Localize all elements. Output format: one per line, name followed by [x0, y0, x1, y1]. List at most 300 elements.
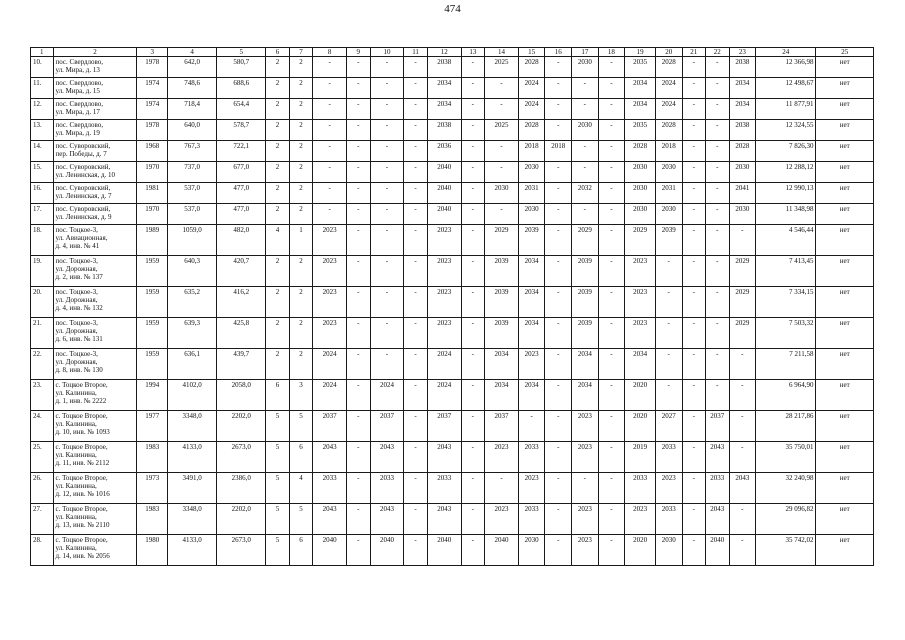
data-cell-col-19: 2034	[625, 349, 656, 380]
data-cell-col-12: 2023	[427, 256, 461, 287]
data-cell-col-5: 477,0	[217, 183, 266, 204]
data-cell-col-12: 2038	[427, 57, 461, 78]
data-cell-col-14: 2030	[485, 183, 519, 204]
data-cell-col-10: -	[370, 99, 404, 120]
data-cell-col-10: 2043	[370, 504, 404, 535]
data-cell-col-17: -	[572, 162, 599, 183]
data-cell-col-5: 425,8	[217, 318, 266, 349]
data-cell-col-3: 1974	[137, 78, 168, 99]
data-cell-col-13: -	[461, 318, 485, 349]
data-cell-col-20: 2039	[655, 225, 682, 256]
data-cell-col-25: нет	[816, 78, 874, 99]
data-cell-col-24: 4 546,44	[756, 225, 816, 256]
data-cell-col-5: 688,6	[217, 78, 266, 99]
data-cell-col-16: -	[545, 57, 572, 78]
row-number-cell: 14.	[31, 141, 54, 162]
data-cell-col-25: нет	[816, 183, 874, 204]
data-cell-col-24: 11 877,91	[756, 99, 816, 120]
data-cell-col-20: 2033	[655, 442, 682, 473]
data-cell-col-12: 2023	[427, 287, 461, 318]
address-line: пос. Свердлово,	[55, 79, 104, 87]
data-cell-col-7: 2	[289, 287, 313, 318]
data-cell-col-20: 2028	[655, 57, 682, 78]
data-cell-col-22: -	[706, 183, 730, 204]
table-row	[31, 256, 874, 287]
data-cell-col-16: -	[545, 287, 572, 318]
data-cell-col-8: 2024	[313, 380, 347, 411]
row-number-cell: 17.	[31, 204, 54, 225]
data-cell-col-6: 2	[266, 183, 290, 204]
data-cell-col-9: -	[347, 162, 371, 183]
data-cell-col-23: -	[729, 225, 756, 256]
data-cell-col-16: -	[545, 162, 572, 183]
data-cell-col-12: 2043	[427, 442, 461, 473]
data-cell-col-5: 2058,0	[217, 380, 266, 411]
data-cell-col-8: -	[313, 78, 347, 99]
data-cell-col-11: -	[404, 162, 428, 183]
data-cell-col-14: 2029	[485, 225, 519, 256]
address-line: ул. Калинина,	[55, 420, 97, 428]
table-row	[31, 120, 874, 141]
data-cell-col-6: 5	[266, 411, 290, 442]
data-cell-col-16: -	[545, 78, 572, 99]
data-cell-col-10: 2037	[370, 411, 404, 442]
data-cell-col-14: 2034	[485, 380, 519, 411]
data-cell-col-23: -	[729, 380, 756, 411]
data-cell-col-13: -	[461, 183, 485, 204]
column-number-cell: 1	[31, 48, 54, 57]
row-number-cell: 22.	[31, 349, 54, 380]
column-number-cell: 24	[756, 48, 816, 57]
data-cell-col-5: 416,2	[217, 287, 266, 318]
data-cell-col-3: 1968	[137, 141, 168, 162]
data-cell-col-6: 2	[266, 318, 290, 349]
data-cell-col-3: 1978	[137, 120, 168, 141]
table-row	[31, 57, 874, 78]
row-number-cell: 15.	[31, 162, 54, 183]
data-cell-col-18: -	[598, 57, 625, 78]
data-cell-col-12: 2037	[427, 411, 461, 442]
data-cell-col-5: 2673,0	[217, 442, 266, 473]
table-row	[31, 99, 874, 120]
data-cell-col-21: -	[682, 141, 706, 162]
column-number-cell: 13	[461, 48, 485, 57]
data-cell-col-7: 5	[289, 504, 313, 535]
data-cell-col-18: -	[598, 256, 625, 287]
address-line: д. 4, инв. № 41	[55, 242, 100, 250]
column-number-cell: 17	[572, 48, 599, 57]
column-number-cell: 15	[518, 48, 545, 57]
data-cell-col-3: 1959	[137, 349, 168, 380]
address-line: с. Тоцкое Второе,	[55, 536, 108, 544]
data-cell-col-11: -	[404, 411, 428, 442]
data-cell-col-7: 6	[289, 535, 313, 566]
data-cell-col-9: -	[347, 535, 371, 566]
address-line: с. Тоцкое Второе,	[55, 474, 108, 482]
data-cell-col-11: -	[404, 442, 428, 473]
data-cell-col-6: 5	[266, 473, 290, 504]
data-cell-col-10: -	[370, 78, 404, 99]
address-line: д. 13, инв. № 2110	[55, 521, 110, 529]
data-cell-col-19: 2035	[625, 120, 656, 141]
data-cell-col-4: 635,2	[168, 287, 217, 318]
address-cell	[53, 162, 137, 183]
data-cell-col-25: нет	[816, 162, 874, 183]
data-cell-col-21: -	[682, 287, 706, 318]
data-cell-col-8: 2023	[313, 225, 347, 256]
data-cell-col-14: 2023	[485, 442, 519, 473]
data-cell-col-20: 2031	[655, 183, 682, 204]
row-number-cell: 19.	[31, 256, 54, 287]
data-cell-col-11: -	[404, 535, 428, 566]
data-cell-col-8: -	[313, 162, 347, 183]
address-cell	[53, 411, 137, 442]
data-cell-col-19: 2023	[625, 256, 656, 287]
data-cell-col-6: 2	[266, 120, 290, 141]
data-cell-col-23: -	[729, 349, 756, 380]
address-cell	[53, 204, 137, 225]
data-cell-col-3: 1989	[137, 225, 168, 256]
data-cell-col-23: 2030	[729, 162, 756, 183]
data-cell-col-23: -	[729, 442, 756, 473]
row-number-cell: 26.	[31, 473, 54, 504]
data-cell-col-15: 2024	[518, 99, 545, 120]
data-cell-col-9: -	[347, 318, 371, 349]
column-number-cell: 6	[266, 48, 290, 57]
column-number-cell: 7	[289, 48, 313, 57]
address-line: пос. Свердлово,	[55, 58, 104, 66]
address-line: пос. Тоцкое-3,	[55, 319, 98, 327]
row-number-cell: 27.	[31, 504, 54, 535]
data-cell-col-14: 2025	[485, 57, 519, 78]
data-cell-col-11: -	[404, 349, 428, 380]
data-cell-col-20: 2030	[655, 162, 682, 183]
data-cell-col-3: 1959	[137, 318, 168, 349]
data-cell-col-3: 1959	[137, 287, 168, 318]
data-cell-col-22: -	[706, 318, 730, 349]
data-cell-col-18: -	[598, 287, 625, 318]
data-cell-col-25: нет	[816, 256, 874, 287]
data-cell-col-19: 2030	[625, 162, 656, 183]
data-cell-col-21: -	[682, 78, 706, 99]
data-cell-col-11: -	[404, 318, 428, 349]
data-cell-col-10: -	[370, 287, 404, 318]
data-cell-col-13: -	[461, 442, 485, 473]
data-cell-col-17: 2032	[572, 183, 599, 204]
data-cell-col-22: 2043	[706, 442, 730, 473]
data-cell-col-24: 12 990,13	[756, 183, 816, 204]
data-cell-col-8: -	[313, 204, 347, 225]
data-cell-col-13: -	[461, 162, 485, 183]
table-row	[31, 535, 874, 566]
address-line: д. 10, инв. № 1093	[55, 428, 110, 436]
data-cell-col-13: -	[461, 504, 485, 535]
data-cell-col-21: -	[682, 99, 706, 120]
address-line: ул. Ленинская, д. 10	[55, 171, 116, 179]
data-cell-col-15: 2023	[518, 349, 545, 380]
data-cell-col-15: 2039	[518, 225, 545, 256]
data-cell-col-23: 2029	[729, 256, 756, 287]
data-cell-col-9: -	[347, 99, 371, 120]
data-cell-col-11: -	[404, 120, 428, 141]
data-cell-col-14: -	[485, 99, 519, 120]
address-line: с. Тоцкое Второе,	[55, 412, 108, 420]
data-cell-col-14: 2039	[485, 287, 519, 318]
data-cell-col-6: 2	[266, 287, 290, 318]
data-cell-col-21: -	[682, 256, 706, 287]
data-cell-col-4: 4133,0	[168, 535, 217, 566]
data-cell-col-7: 2	[289, 78, 313, 99]
data-cell-col-4: 642,0	[168, 57, 217, 78]
data-cell-col-16: -	[545, 256, 572, 287]
data-cell-col-13: -	[461, 256, 485, 287]
data-cell-col-10: -	[370, 225, 404, 256]
data-cell-col-7: 2	[289, 256, 313, 287]
data-cell-col-16: -	[545, 504, 572, 535]
data-cell-col-17: 2030	[572, 57, 599, 78]
data-cell-col-16: -	[545, 442, 572, 473]
data-cell-col-20: 2023	[655, 473, 682, 504]
address-line: д. 6, инв. № 131	[55, 335, 103, 343]
address-line: ул. Калинина,	[55, 513, 97, 521]
data-cell-col-13: -	[461, 57, 485, 78]
data-cell-col-6: 4	[266, 225, 290, 256]
data-cell-col-22: -	[706, 287, 730, 318]
address-line: пос. Свердлово,	[55, 100, 104, 108]
data-cell-col-17: 2023	[572, 504, 599, 535]
data-cell-col-6: 6	[266, 380, 290, 411]
data-cell-col-9: -	[347, 442, 371, 473]
data-cell-col-24: 28 217,86	[756, 411, 816, 442]
data-cell-col-17: 2029	[572, 225, 599, 256]
data-cell-col-4: 748,6	[168, 78, 217, 99]
data-cell-col-19: 2020	[625, 380, 656, 411]
table-row	[31, 225, 874, 256]
data-cell-col-11: -	[404, 256, 428, 287]
data-cell-col-20: 2028	[655, 120, 682, 141]
column-number-cell: 18	[598, 48, 625, 57]
data-cell-col-4: 4133,0	[168, 442, 217, 473]
row-number-cell: 10.	[31, 57, 54, 78]
data-cell-col-7: 2	[289, 120, 313, 141]
data-cell-col-24: 7 334,15	[756, 287, 816, 318]
data-cell-col-13: -	[461, 78, 485, 99]
data-cell-col-15: 2034	[518, 287, 545, 318]
data-cell-col-4: 3348,0	[168, 411, 217, 442]
data-cell-col-14: 2034	[485, 349, 519, 380]
data-cell-col-19: 2023	[625, 504, 656, 535]
data-cell-col-15: 2018	[518, 141, 545, 162]
data-cell-col-25: нет	[816, 380, 874, 411]
data-cell-col-25: нет	[816, 99, 874, 120]
address-cell	[53, 256, 137, 287]
data-cell-col-14: -	[485, 78, 519, 99]
housing-register-table	[30, 47, 874, 566]
data-cell-col-12: 2040	[427, 535, 461, 566]
data-cell-col-18: -	[598, 349, 625, 380]
data-cell-col-10: -	[370, 120, 404, 141]
column-number-cell: 10	[370, 48, 404, 57]
data-cell-col-8: 2037	[313, 411, 347, 442]
data-cell-col-3: 1970	[137, 204, 168, 225]
address-line: ул. Калинина,	[55, 451, 97, 459]
data-cell-col-18: -	[598, 318, 625, 349]
address-cell	[53, 183, 137, 204]
data-cell-col-19: 2034	[625, 99, 656, 120]
data-cell-col-23: 2034	[729, 78, 756, 99]
data-cell-col-13: -	[461, 380, 485, 411]
row-number-cell: 16.	[31, 183, 54, 204]
table-row	[31, 411, 874, 442]
data-cell-col-10: -	[370, 204, 404, 225]
address-line: д. 12, инв. № 1016	[55, 490, 110, 498]
data-cell-col-6: 2	[266, 256, 290, 287]
data-cell-col-11: -	[404, 504, 428, 535]
data-cell-col-16: -	[545, 204, 572, 225]
data-cell-col-22: -	[706, 141, 730, 162]
data-cell-col-12: 2034	[427, 78, 461, 99]
data-cell-col-23: -	[729, 411, 756, 442]
data-cell-col-10: 2043	[370, 442, 404, 473]
data-cell-col-20: -	[655, 380, 682, 411]
data-cell-col-17: 2034	[572, 349, 599, 380]
data-cell-col-3: 1974	[137, 99, 168, 120]
data-cell-col-25: нет	[816, 225, 874, 256]
data-cell-col-13: -	[461, 349, 485, 380]
data-cell-col-12: 2023	[427, 318, 461, 349]
data-cell-col-5: 439,7	[217, 349, 266, 380]
data-cell-col-18: -	[598, 183, 625, 204]
data-cell-col-21: -	[682, 120, 706, 141]
data-cell-col-22: -	[706, 57, 730, 78]
data-cell-col-17: 2039	[572, 287, 599, 318]
data-cell-col-5: 420,7	[217, 256, 266, 287]
data-cell-col-12: 2040	[427, 162, 461, 183]
data-cell-col-18: -	[598, 411, 625, 442]
data-cell-col-25: нет	[816, 318, 874, 349]
table-row	[31, 78, 874, 99]
table-row	[31, 380, 874, 411]
data-cell-col-15: 2030	[518, 535, 545, 566]
data-cell-col-8: -	[313, 120, 347, 141]
data-cell-col-20: 2030	[655, 204, 682, 225]
data-cell-col-7: 3	[289, 380, 313, 411]
address-line: пос. Суворовский,	[55, 142, 111, 150]
address-line: пос. Тоцкое-3,	[55, 350, 98, 358]
data-cell-col-24: 12 366,98	[756, 57, 816, 78]
data-cell-col-6: 2	[266, 78, 290, 99]
data-cell-col-17: 2023	[572, 535, 599, 566]
column-number-cell: 20	[655, 48, 682, 57]
data-cell-col-24: 35 742,02	[756, 535, 816, 566]
data-cell-col-4: 639,3	[168, 318, 217, 349]
data-cell-col-22: 2037	[706, 411, 730, 442]
data-cell-col-4: 767,3	[168, 141, 217, 162]
data-cell-col-20: 2030	[655, 535, 682, 566]
data-cell-col-9: -	[347, 349, 371, 380]
column-number-cell: 22	[706, 48, 730, 57]
data-cell-col-25: нет	[816, 535, 874, 566]
address-line: пос. Свердлово,	[55, 121, 104, 129]
table-row	[31, 473, 874, 504]
data-cell-col-20: -	[655, 318, 682, 349]
data-cell-col-14: -	[485, 204, 519, 225]
data-cell-col-4: 3491,0	[168, 473, 217, 504]
data-cell-col-15: 2033	[518, 442, 545, 473]
table-row	[31, 287, 874, 318]
row-number-cell: 23.	[31, 380, 54, 411]
table-row	[31, 504, 874, 535]
table-row	[31, 442, 874, 473]
address-cell	[53, 78, 137, 99]
data-cell-col-23: 2034	[729, 99, 756, 120]
data-cell-col-14: 2025	[485, 120, 519, 141]
data-cell-col-15: 2028	[518, 57, 545, 78]
data-cell-col-9: -	[347, 504, 371, 535]
data-cell-col-9: -	[347, 287, 371, 318]
data-cell-col-22: 2040	[706, 535, 730, 566]
address-line: ул. Мира, д. 15	[55, 87, 100, 95]
data-cell-col-19: 2023	[625, 287, 656, 318]
column-number-cell: 3	[137, 48, 168, 57]
data-cell-col-16: -	[545, 380, 572, 411]
data-cell-col-24: 6 964,90	[756, 380, 816, 411]
table-row	[31, 162, 874, 183]
row-number-cell: 12.	[31, 99, 54, 120]
data-cell-col-4: 640,0	[168, 120, 217, 141]
data-cell-col-13: -	[461, 99, 485, 120]
data-cell-col-25: нет	[816, 442, 874, 473]
data-cell-col-16: 2018	[545, 141, 572, 162]
table-row	[31, 204, 874, 225]
data-cell-col-4: 3348,0	[168, 504, 217, 535]
data-cell-col-15: 2028	[518, 120, 545, 141]
data-cell-col-24: 7 413,45	[756, 256, 816, 287]
data-cell-col-5: 654,4	[217, 99, 266, 120]
data-cell-col-20: 2018	[655, 141, 682, 162]
address-line: с. Тоцкое Второе,	[55, 381, 108, 389]
data-cell-col-5: 477,0	[217, 204, 266, 225]
address-line: ул. Ленинская, д. 9	[55, 213, 112, 221]
data-cell-col-19: 2019	[625, 442, 656, 473]
data-cell-col-18: -	[598, 225, 625, 256]
data-cell-col-7: 2	[289, 162, 313, 183]
data-cell-col-10: -	[370, 349, 404, 380]
data-cell-col-17: -	[572, 99, 599, 120]
data-cell-col-23: 2029	[729, 287, 756, 318]
data-cell-col-11: -	[404, 78, 428, 99]
data-cell-col-4: 718,4	[168, 99, 217, 120]
data-cell-col-22: -	[706, 162, 730, 183]
data-cell-col-17: 2034	[572, 380, 599, 411]
address-line: д. 1, инв. № 2222	[55, 397, 107, 405]
data-cell-col-5: 677,0	[217, 162, 266, 183]
data-cell-col-19: 2033	[625, 473, 656, 504]
data-cell-col-8: -	[313, 99, 347, 120]
data-cell-col-14: 2039	[485, 318, 519, 349]
data-cell-col-4: 4102,0	[168, 380, 217, 411]
data-cell-col-19: 2029	[625, 225, 656, 256]
data-cell-col-17: 2023	[572, 442, 599, 473]
column-number-cell: 23	[729, 48, 756, 57]
data-cell-col-17: 2023	[572, 411, 599, 442]
data-cell-col-5: 2202,0	[217, 504, 266, 535]
address-line: ул. Калинина,	[55, 482, 97, 490]
data-cell-col-8: 2024	[313, 349, 347, 380]
data-cell-col-11: -	[404, 57, 428, 78]
data-cell-col-10: 2033	[370, 473, 404, 504]
data-cell-col-21: -	[682, 162, 706, 183]
